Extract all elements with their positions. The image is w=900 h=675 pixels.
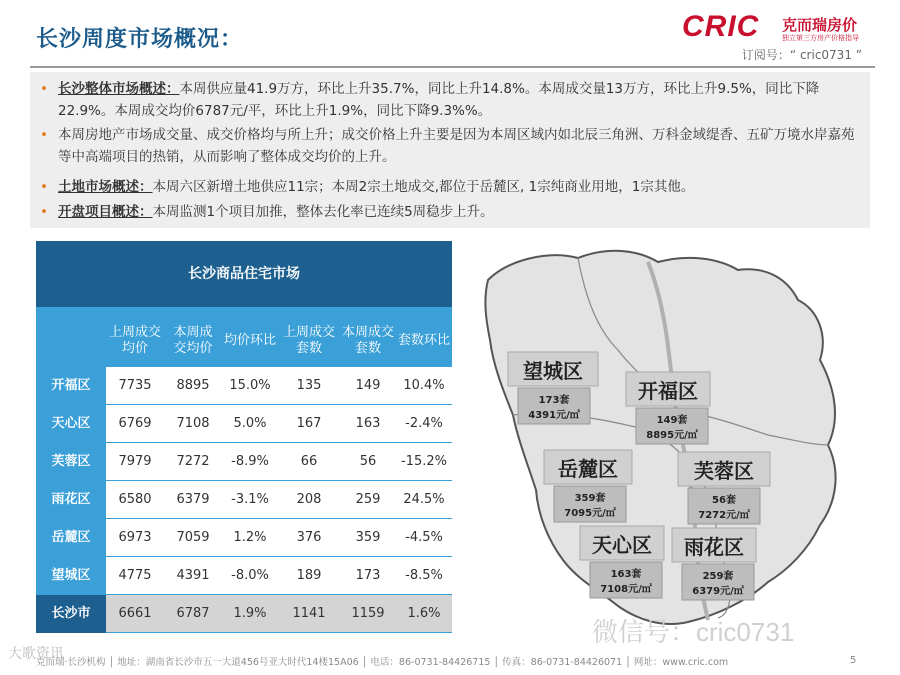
- district-price: 7108元/㎡: [600, 584, 652, 595]
- logo-chinese-name: 克而瑞房价: [782, 16, 858, 34]
- footer-info: 克而瑞·长沙机构 │ 地址：湖南省长沙市五一大道456号亚大时代14楼15A06 │ 电话：86-0731-84426715 │ 传真：86-0731-84426071 │ 网址：www.cric.com: [36, 657, 729, 668]
- row-header: 开福区: [51, 378, 91, 393]
- cric-logo: [682, 10, 872, 44]
- changsha-district-map: [468, 240, 888, 630]
- district-label: [626, 372, 710, 444]
- table-cell: 24.5%: [403, 492, 445, 507]
- district-name: 雨花区: [684, 535, 744, 559]
- summary-text: 本周六区新增土地供应11宗；本周2宗土地成交,都位于岳麓区, 1宗纯商业用地，1宗其他。: [152, 179, 695, 195]
- district-price: 6379元/㎡: [692, 586, 744, 597]
- table-cell: 149: [355, 378, 381, 393]
- table-cell: 15.0%: [229, 378, 271, 393]
- column-header: 上周成交 套数: [282, 325, 335, 356]
- column-header: 均价环比: [223, 333, 276, 348]
- table-cell: 1141: [292, 606, 326, 621]
- bullet-dot-icon: •: [40, 204, 48, 220]
- table-cell: 1.2%: [233, 530, 267, 545]
- table-cell: 8895: [176, 378, 210, 393]
- table-cell: 7108: [176, 416, 210, 431]
- table-cell: 173: [355, 568, 381, 583]
- table-cell: -8.9%: [231, 454, 269, 469]
- table-cell: -2.4%: [405, 416, 443, 431]
- row-header: 天心区: [51, 416, 91, 431]
- column-header: 上周成交 均价: [108, 325, 161, 356]
- district-units: 173套: [538, 395, 570, 406]
- district-name: 望城区: [523, 359, 583, 383]
- table-cell: 6379: [176, 492, 210, 507]
- district-name: 开福区: [638, 379, 698, 403]
- table-cell: 7059: [176, 530, 210, 545]
- table-title: 长沙商品住宅市场: [36, 241, 452, 307]
- table-cell: 10.4%: [403, 378, 445, 393]
- row-header: 长沙市: [36, 595, 106, 633]
- table-cell: -8.5%: [405, 568, 443, 583]
- table-cell: 167: [296, 416, 322, 431]
- district-price: 4391元/㎡: [528, 410, 580, 421]
- district-label: [544, 450, 632, 522]
- row-header: 芙蓉区: [51, 454, 91, 469]
- bullet-dot-icon: •: [40, 179, 48, 195]
- table-cell: -4.5%: [405, 530, 443, 545]
- table-cell: 359: [355, 530, 381, 545]
- table-cell: 4775: [118, 568, 152, 583]
- district-units: 163套: [610, 569, 642, 580]
- summary-text: 本周供应量41.9万方，环比上升35.7%，同比上升14.8%。本周成交量13万方，环比上升9.5%，同比下降22.9%。本周成交均价6787元/平，环比上升1.9%，同比下降9.3%%。: [58, 81, 820, 119]
- table-row: [106, 595, 452, 633]
- summary-text: 本周监测1个项目加推，整体去化率已连续5周稳步上升。: [152, 204, 494, 220]
- table-cell: 6787: [176, 606, 210, 621]
- table-cell: 56: [359, 454, 377, 469]
- district-label: [508, 352, 598, 424]
- table-cell: 6973: [118, 530, 152, 545]
- table-cell: 163: [355, 416, 381, 431]
- subscribe-account: 订阅号：“ cric0731 ”: [741, 48, 862, 62]
- district-units: 149套: [656, 415, 688, 426]
- table-cell: 7272: [176, 454, 210, 469]
- table-cell: 1.6%: [407, 606, 441, 621]
- logo-wordmark: CRIC: [682, 10, 760, 43]
- table-cell: -15.2%: [401, 454, 447, 469]
- row-header: 雨花区: [51, 492, 91, 507]
- table-row: [106, 443, 452, 481]
- summary-box: [30, 72, 870, 228]
- page-number: 5: [850, 655, 857, 666]
- summary-heading: 开盘项目概述：: [58, 204, 153, 220]
- table-cell: 6661: [118, 606, 152, 621]
- table-row: [106, 481, 452, 519]
- column-header: 套数环比: [397, 333, 450, 348]
- row-header: 岳麓区: [51, 530, 91, 545]
- table-cell: 4391: [176, 568, 210, 583]
- market-table: [36, 241, 452, 633]
- title-divider: [30, 66, 875, 68]
- bullet-dot-icon: •: [40, 81, 48, 97]
- district-price: 7095元/㎡: [564, 508, 616, 519]
- district-units: 259套: [702, 571, 734, 582]
- table-cell: 1159: [351, 606, 385, 621]
- table-cell: -3.1%: [231, 492, 269, 507]
- table-row: [106, 367, 452, 405]
- bullet-dot-icon: •: [40, 127, 48, 143]
- table-cell: 5.0%: [233, 416, 267, 431]
- summary-text: 本周房地产市场成交量、成交价格均与所上升；成交价格上升主要是因为本周区域内如北辰三角洲、万科金域缇香、五矿万境水岸嘉苑等中高端项目的热销，从而影响了整体成交均价的上升。: [58, 127, 855, 165]
- table-cell: 135: [296, 378, 322, 393]
- table-cell: 1.9%: [233, 606, 267, 621]
- summary-item-land: [40, 176, 858, 198]
- table-row: [106, 519, 452, 557]
- table-cell: 376: [296, 530, 322, 545]
- wechat-watermark: 微信号：cric0731: [592, 617, 795, 647]
- table-cell: 189: [296, 568, 322, 583]
- watermark: 大歌资讯: [8, 646, 64, 662]
- table-cell: 7979: [118, 454, 152, 469]
- logo-tagline: 独立第三方房产价格指导: [782, 34, 859, 42]
- table-row: [106, 405, 452, 443]
- summary-item-analysis: [40, 124, 858, 168]
- table-cell: -8.0%: [231, 568, 269, 583]
- table-cell: 208: [296, 492, 322, 507]
- table-cell: 6580: [118, 492, 152, 507]
- table-cell: 7735: [118, 378, 152, 393]
- table-cell: 259: [355, 492, 381, 507]
- district-price: 8895元/㎡: [646, 430, 698, 441]
- table-cell: 6769: [118, 416, 152, 431]
- district-label: [678, 452, 770, 524]
- district-name: 芙蓉区: [694, 459, 754, 483]
- table-cell: 66: [300, 454, 318, 469]
- district-name: 岳麓区: [558, 457, 618, 481]
- summary-heading: 土地市场概述：: [58, 179, 153, 195]
- district-units: 359套: [574, 493, 606, 504]
- district-price: 7272元/㎡: [698, 510, 750, 521]
- district-name: 天心区: [592, 533, 652, 557]
- column-header: 本周成 交均价: [173, 325, 213, 356]
- district-label: [580, 526, 664, 598]
- summary-item-overall: [40, 78, 858, 122]
- row-header: 望城区: [51, 568, 91, 583]
- summary-item-launch: [40, 201, 858, 223]
- table-row: [106, 557, 452, 595]
- district-units: 56套: [712, 495, 736, 506]
- page-title: 长沙周度市场概况：: [36, 27, 244, 52]
- district-label: [672, 528, 756, 600]
- summary-heading: 长沙整体市场概述：: [58, 81, 180, 97]
- column-header: 本周成交 套数: [341, 325, 394, 356]
